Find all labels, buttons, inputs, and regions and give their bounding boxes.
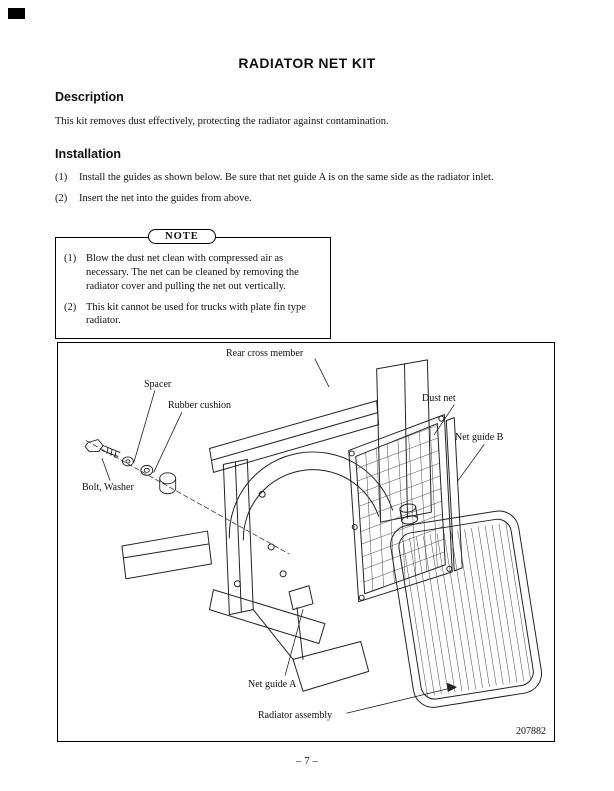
note-text: Blow the dust net clean with compressed air as necessary. The net can be cleaned by removing the radiator cover and pulling the net out vertically. [86,253,299,292]
note-label: NOTE [148,229,216,244]
note-item-2 [64,301,322,329]
label-rear-cross-member: Rear cross member [226,348,304,359]
note-text: This kit cannot be used for trucks with plate fin type radiator. [86,301,306,327]
description-body: This kit removes dust effectively, protecting the radiator against contamination. [55,116,389,127]
installation-step-2 [55,192,575,206]
note-item-1 [64,252,322,294]
step-text: Install the guides as shown below. Be sure that net guide A is on the same side as the radiator inlet. [79,172,494,183]
radiator-diagram [58,343,554,741]
label-spacer: Spacer [144,379,172,390]
label-bolt-washer: Bolt, Washer [82,482,134,493]
label-net-guide-a: Net guide A [248,679,297,690]
page-number: – 7 – [296,755,318,767]
page-title: RADIATOR NET KIT [238,55,376,71]
installation-heading: Installation [55,147,121,161]
step-number: (2) [55,193,68,204]
label-net-guide-b: Net guide B [455,432,504,443]
note-box [55,231,331,339]
label-rubber-cushion: Rubber cushion [168,400,232,411]
description-heading: Description [55,90,124,104]
figure-code: 207882 [516,726,546,737]
radiator-drawing [385,488,545,711]
note-number: (1) [64,253,77,264]
step-number: (1) [55,172,68,183]
installation-step-1 [55,171,575,185]
figure-box [57,342,555,742]
print-registration-mark [8,8,25,19]
label-radiator-assembly: Radiator assembly [258,710,333,721]
label-dust-net: Dust net [422,393,456,404]
step-text: Insert the net into the guides from above. [79,193,252,204]
note-number: (2) [64,301,77,313]
